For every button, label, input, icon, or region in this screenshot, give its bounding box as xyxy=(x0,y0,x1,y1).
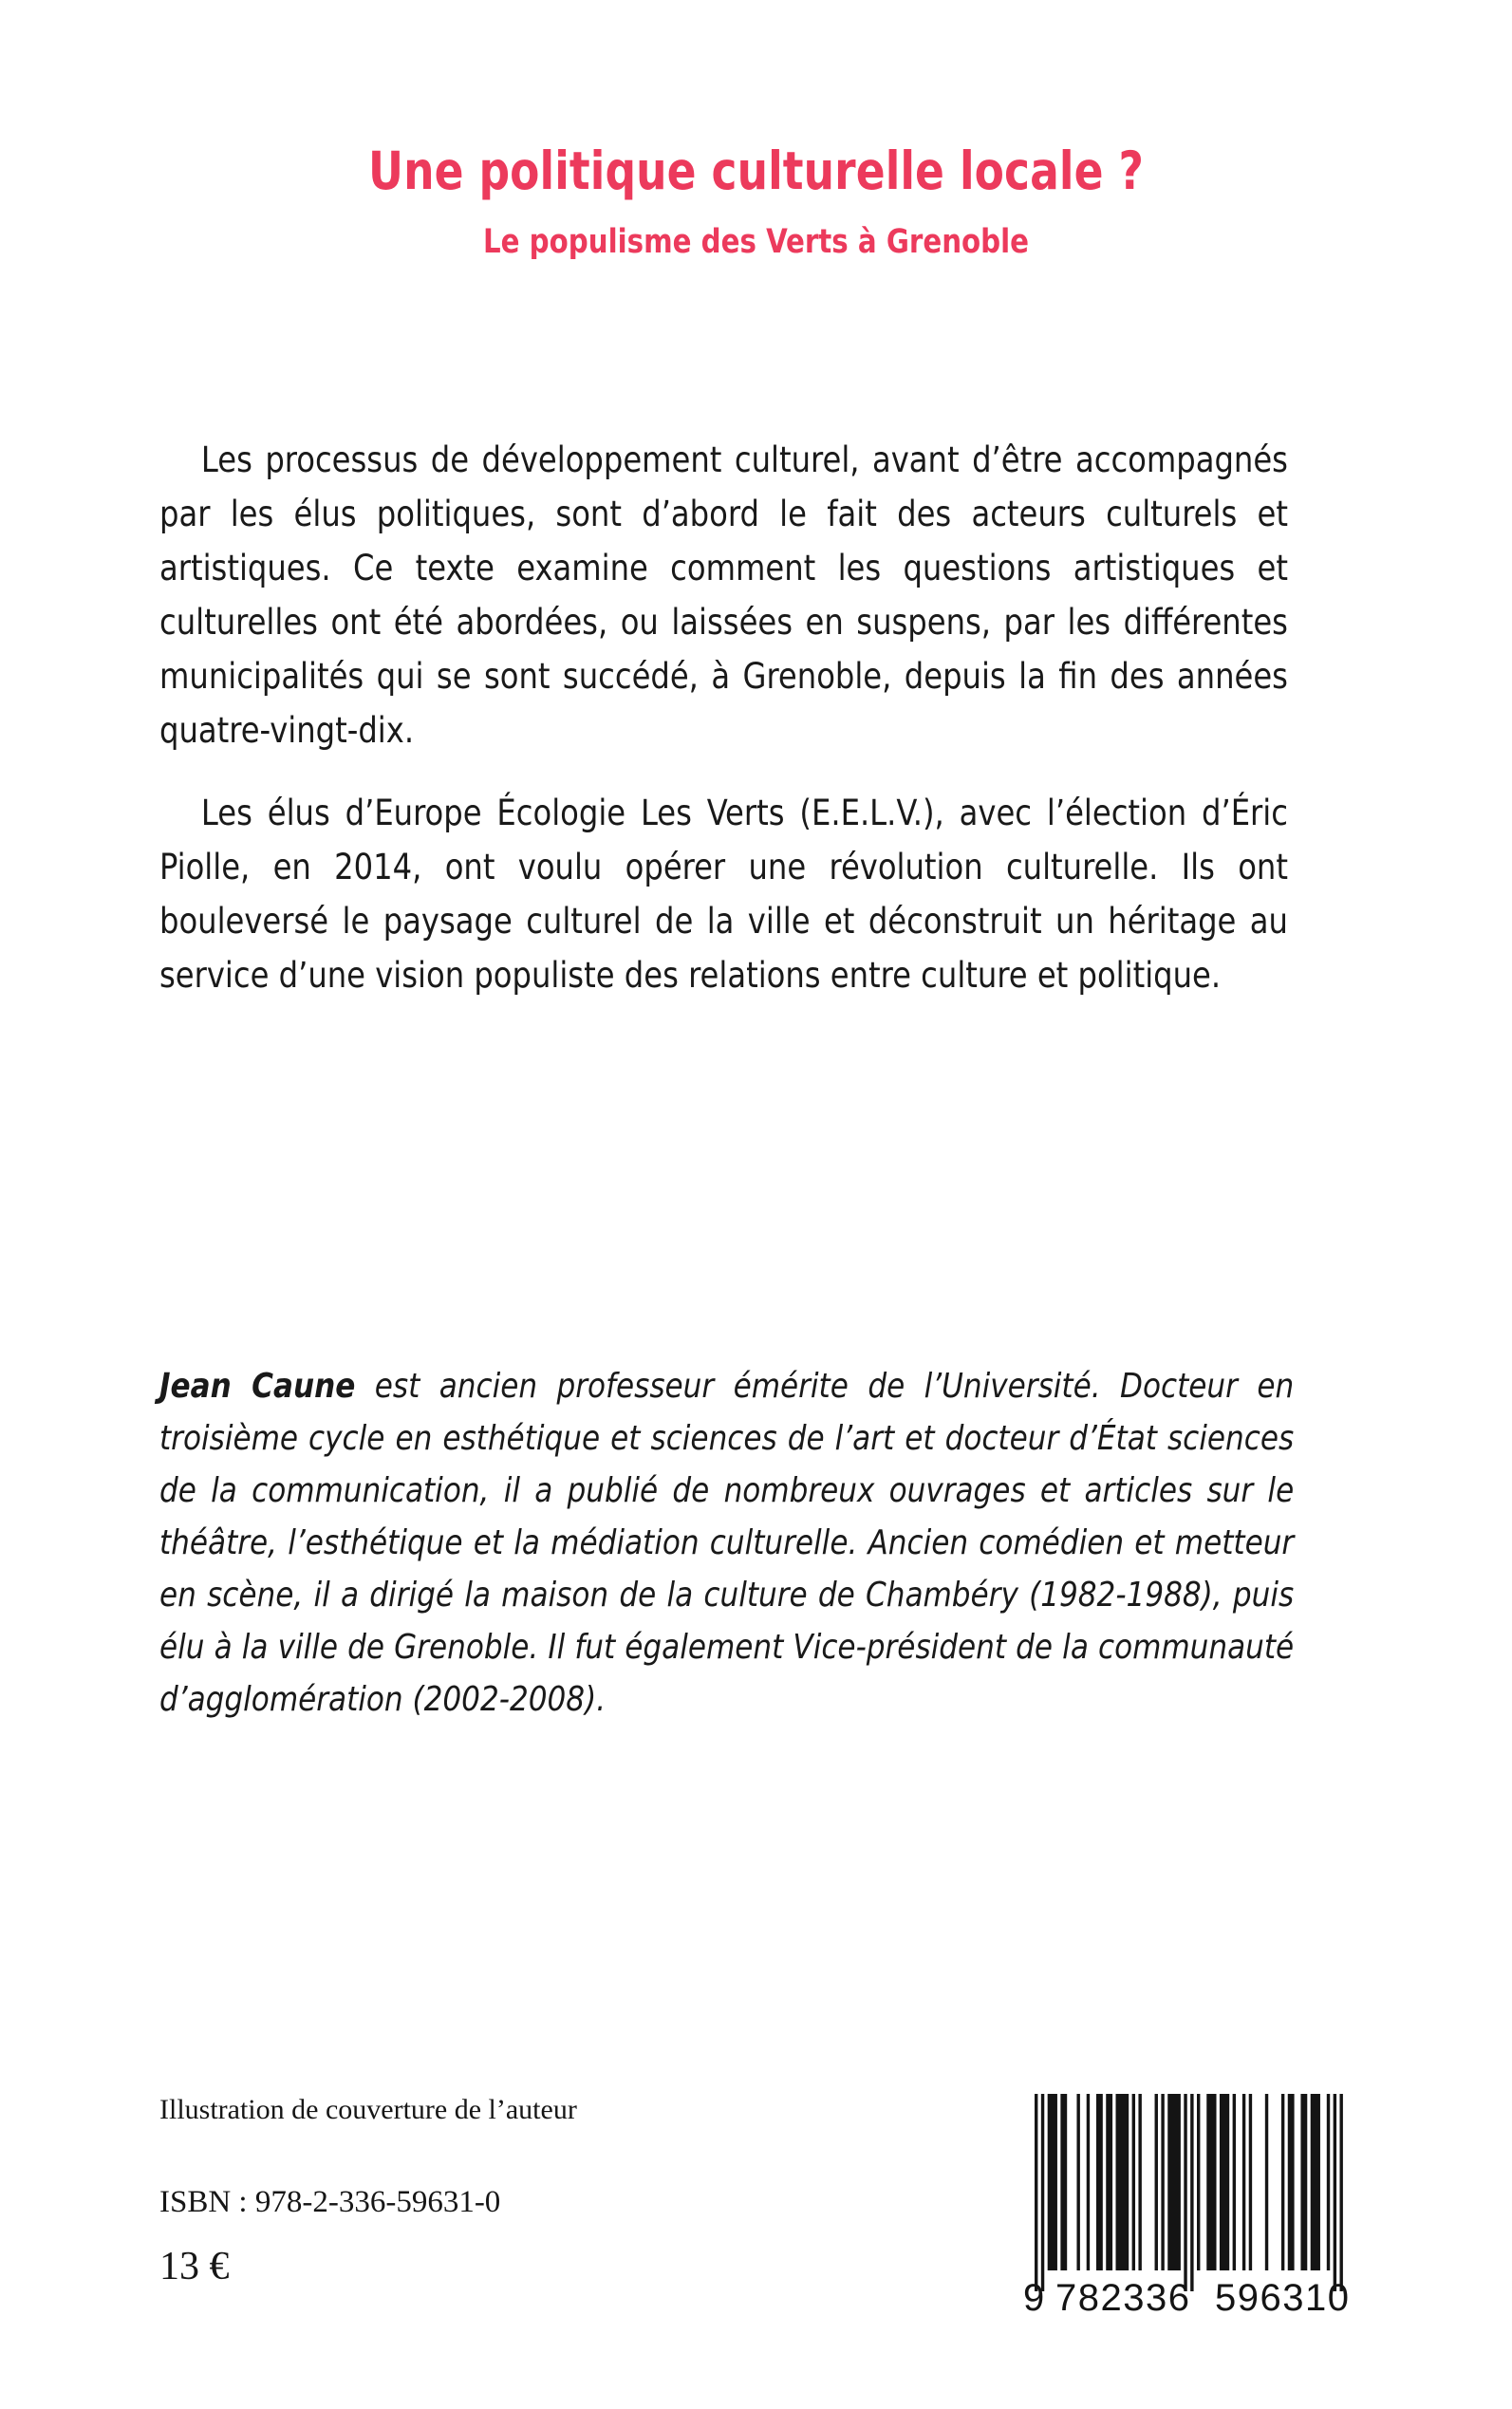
isbn-text: ISBN : 978-2-336-59631-0 xyxy=(159,2185,501,2219)
price-text: 13 € xyxy=(159,2244,230,2288)
barcode-digits-left: 782336 xyxy=(1055,2277,1191,2316)
author-name: Jean Caune xyxy=(159,1367,356,1406)
ean13-barcode xyxy=(1017,2084,1378,2316)
page-subtitle: Le populisme des Verts à Grenoble xyxy=(482,222,1030,261)
footer-section xyxy=(159,2093,824,2290)
page-title: Une politique culturelle locale ? xyxy=(368,140,1144,201)
blurb-paragraph-2: Les élus d’Europe Écologie Les Verts (E.E.L.V.), avec l’élection d’Éric Piolle, en 2014, ont voulu opérer une révolution culturelle. Ils ont bouleversé le paysage culturel de la ville et déconstruit un héritage au service d’une vision populiste des relations entre culture et politique. xyxy=(159,792,1288,996)
barcode-image xyxy=(1017,2084,1378,2316)
blurb-paragraph-1: Les processus de développement culturel, avant d’être accompagnés par les élus politiques, sont d’abord le fait des acteurs culturels et artistiques. Ce texte examine comment les questions artistiques et culturelles ont été abordées, ou laissées en suspens, par les différentes municipalités qui se sont succédé, à Grenoble, depuis la fin des années quatre-vingt-dix. xyxy=(159,439,1288,751)
barcode-digits-right: 596310 xyxy=(1215,2277,1351,2316)
blurb-section xyxy=(159,433,1341,1002)
title-block xyxy=(0,142,1512,262)
author-bio-text: est ancien professeur émérite de l’Université. Docteur en troisième cycle en esthétique et sciences de l’art et docteur d’État sciences de la communication, il a publié de nombreux ouvrages et articles sur le théâtre, l’esthétique et la médiation culturelle. Ancien comédien et metteur en scène, il a dirigé la maison de la culture de Chambéry (1982-1988), puis élu à la ville de Grenoble. Il fut également Vice-président de la communauté d’agglomération (2002-2008). xyxy=(159,1367,1295,1719)
cover-illustration-credit: Illustration de couverture de l’auteur xyxy=(159,2094,577,2125)
author-bio-paragraph xyxy=(159,1360,1294,1726)
barcode-digit-lead: 9 xyxy=(1023,2277,1045,2316)
author-bio-section xyxy=(159,1360,1341,1726)
